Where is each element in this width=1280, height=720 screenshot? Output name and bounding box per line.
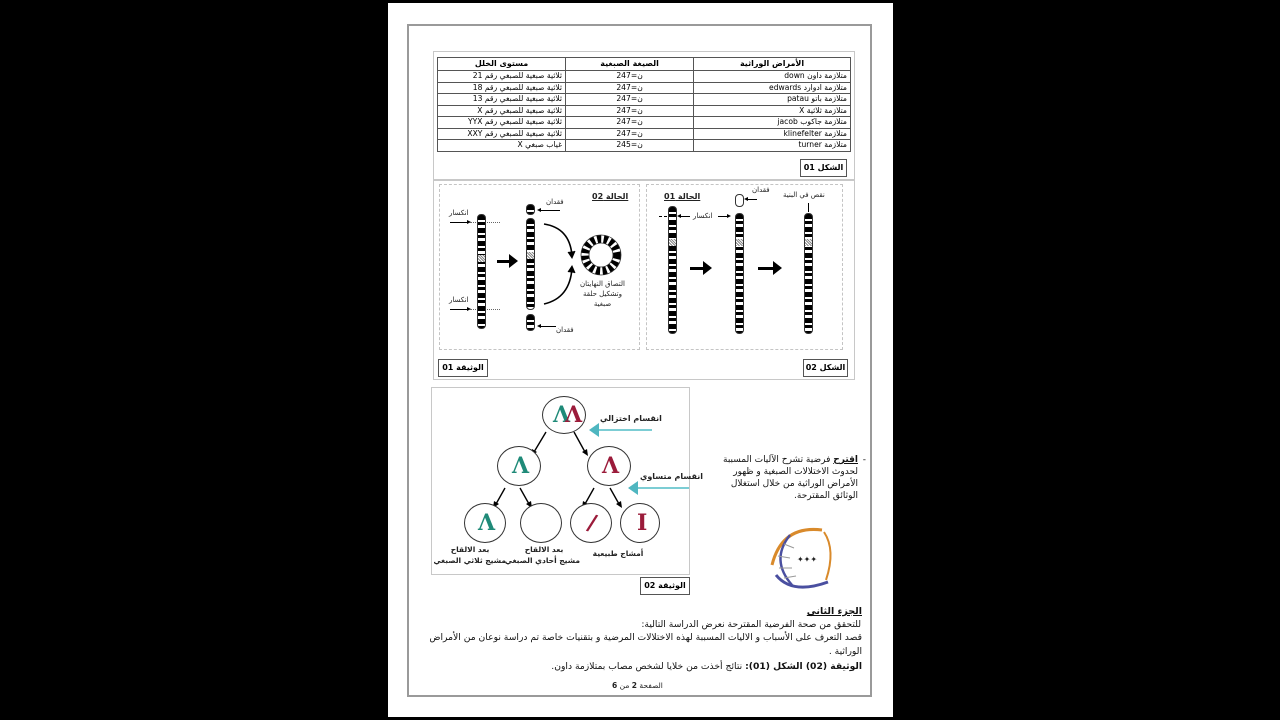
case2-break-bottom-label: انكسار (449, 296, 469, 304)
centromere (477, 255, 486, 262)
arrow-right-icon (497, 260, 510, 263)
case1-title: الحالة 01 (664, 192, 701, 201)
chromatid-crimson-icon: / (584, 509, 600, 537)
centromere (526, 252, 535, 259)
case2-loss-bottom-label: فقدان (556, 326, 574, 334)
arrow-left-icon (680, 216, 690, 217)
chromosome-teal-icon: Λ (553, 402, 571, 428)
cell-karyotype: 2ن=47 (566, 71, 694, 83)
curved-arrows-icon (540, 218, 580, 310)
part2-doc-desc: نتائج أخذت من خلايا لشخص مصاب بمتلازمة داون. (551, 661, 746, 672)
ring-caption-line: وتشكيل حلقة (582, 290, 623, 298)
break-line (659, 216, 667, 217)
cell-defect: غياب صبغي X (438, 140, 566, 152)
part2-doc-ref: الوثيقة (02) الشكل (01): (745, 661, 862, 672)
part2-line1: للتحقق من صحة الفرضية المقترحة نعرض الدراسة التالية: (641, 619, 861, 630)
figure1-label: الشكل 01 (800, 159, 847, 177)
part2-line2: قصد التعرف على الأسباب و الاليات المسببة لهذه الاختلالات المرضية و بتقنيات خاصة تم دراسة نوعان من الأمراض (429, 632, 862, 643)
case2-break-top-label: انكسار (449, 209, 469, 217)
arrow-right-icon (758, 267, 774, 270)
daughter-cell-crimson (587, 446, 631, 486)
case1-break-label: انكسار (693, 212, 713, 220)
table-row (438, 117, 851, 129)
parent-cell (542, 396, 586, 434)
cell-karyotype: 2ن=47 (566, 128, 694, 140)
cell-karyotype: 2ن=47 (566, 94, 694, 106)
cell-defect: ثلاثية صبغية للصبغي رقم 21 (438, 71, 566, 83)
chromatid-crimson-icon: I (637, 510, 648, 536)
gamete-label-line: بعد الالقاح (524, 545, 564, 554)
cell-disease: متلازمة باتو patau (694, 94, 851, 106)
gamete-label-line: مشيج أحادي الصبغي (504, 556, 580, 565)
arrow-down-icon (808, 203, 809, 212)
chromosome-fragment-top (526, 204, 535, 215)
centromere (668, 239, 677, 246)
ring-caption-line: صبغية (593, 300, 612, 308)
figure2-label: الشكل 02 (803, 359, 848, 377)
ring-caption (580, 279, 625, 309)
footer-prefix: الصفحة (639, 681, 663, 690)
gamete-disomic (464, 503, 506, 543)
chromosome-deleted (735, 213, 744, 334)
gamete-normal (620, 503, 660, 543)
header-karyotype: الصيغة الصبغية (566, 58, 694, 71)
gamete-label-line: بعد الالقاح (450, 545, 490, 554)
task-bullet: - (862, 455, 866, 465)
chromosome-original (668, 206, 677, 334)
chromosome-result (804, 213, 813, 334)
page-footer (612, 681, 663, 690)
arrow-left-icon (747, 199, 757, 200)
chromosome-fragment-bottom (526, 314, 535, 331)
footer-sep: من (619, 681, 630, 690)
centromere (804, 239, 813, 246)
ring-caption-line: التصاق النهايتان (580, 280, 625, 288)
equational-division-label: انقسام متساوي (640, 472, 703, 481)
cell-disease: متلازمة turner (694, 140, 851, 152)
gamete-label-disomic (434, 544, 506, 566)
arrow-left-icon (540, 210, 560, 211)
arrow-right-icon (690, 267, 704, 270)
table-header-row (438, 58, 851, 71)
table-row (438, 82, 851, 94)
arrow-right-icon (450, 309, 468, 310)
gamete-nullisomic (520, 503, 562, 543)
genetic-diseases-table (437, 57, 851, 152)
cell-defect: ثلاثية صبغية للصبغي رقم 18 (438, 82, 566, 94)
task-text: فرضية تشرح الآليات المسببة لحدوث الاختلالات الصبغية و ظهور الأمراض الوراثية من خلال استغلال الوثائق المقترحة. (723, 455, 858, 501)
daughter-cell-teal (497, 446, 541, 486)
chromosome-original (477, 214, 486, 329)
cell-disease: متلازمة جاكوب jacob (694, 117, 851, 129)
chromosome-middle (526, 218, 535, 310)
table-row (438, 105, 851, 117)
reduction-division-label: انقسام اختزالي (600, 414, 662, 423)
chromosome-lost-fragment (735, 194, 744, 207)
part2-line4 (400, 661, 862, 673)
chromosome-teal-icon: Λ (478, 510, 496, 536)
footer-current-page: 2 (631, 681, 637, 690)
cell-karyotype: 2ن=47 (566, 82, 694, 94)
cell-disease: متلازمة ادوارد edwards (694, 82, 851, 94)
arrow-right-icon (718, 216, 728, 217)
chromosome-teal-icon: Λ (512, 453, 530, 479)
task-keyword: اقترح (833, 455, 858, 465)
task-instruction (708, 454, 866, 502)
cell-karyotype: 2ن=45 (566, 140, 694, 152)
ring-chromosome-icon (580, 234, 622, 276)
gamete-label-line: مشيج ثلاثي الصبغي (433, 556, 506, 565)
footer-total-pages: 6 (612, 681, 618, 690)
gamete-label-normal: أمشاج طبيعية (592, 549, 644, 558)
part2-line3: الوراثية . (828, 646, 862, 657)
part2-title-text: الجزء الثاني (806, 606, 862, 617)
centromere (735, 239, 744, 246)
arrow-right-icon (450, 222, 468, 223)
svg-text:✦✦✦: ✦✦✦ (796, 555, 818, 564)
table-row (438, 71, 851, 83)
table-row (438, 128, 851, 140)
cell-defect: ثلاثية صبغية للصبغي رقم 13 (438, 94, 566, 106)
case1-loss-label: فقدان (752, 186, 770, 194)
part2-title (400, 606, 862, 618)
table-row (438, 94, 851, 106)
cell-karyotype: 2ن=47 (566, 117, 694, 129)
chromosome-crimson-icon: Λ (565, 402, 583, 428)
arrow-left-icon (540, 326, 556, 327)
cell-karyotype: 2ن=47 (566, 105, 694, 117)
case2-loss-top-label: فقدان (546, 198, 564, 206)
chromosome-crimson-icon: Λ (602, 453, 620, 479)
cell-disease: متلازمة ثلاثية X (694, 105, 851, 117)
case2-title: الحالة 02 (592, 192, 629, 201)
cell-defect: ثلاثية صبغية للصبغي رقم XXY (438, 128, 566, 140)
cell-defect: ثلاثية صبغية للصبغي رقم X (438, 105, 566, 117)
cell-defect: ثلاثية صبغية للصبغي رقم YYX (438, 117, 566, 129)
gamete-label-nullisomic (504, 544, 580, 566)
header-defect-level: مستوى الخلل (438, 58, 566, 71)
school-logo-icon (762, 520, 840, 598)
structure-deficit-label: نقص في البنية (783, 191, 825, 199)
cell-disease: متلازمة داون down (694, 71, 851, 83)
document2-label: الوثيقة 02 (640, 577, 690, 595)
header-disease: الأمراض الوراثية (694, 58, 851, 71)
document1-label: الوثيقة 01 (438, 359, 488, 377)
table-row (438, 140, 851, 152)
cell-disease: متلازمة klinefelter (694, 128, 851, 140)
gamete-normal (570, 503, 612, 543)
